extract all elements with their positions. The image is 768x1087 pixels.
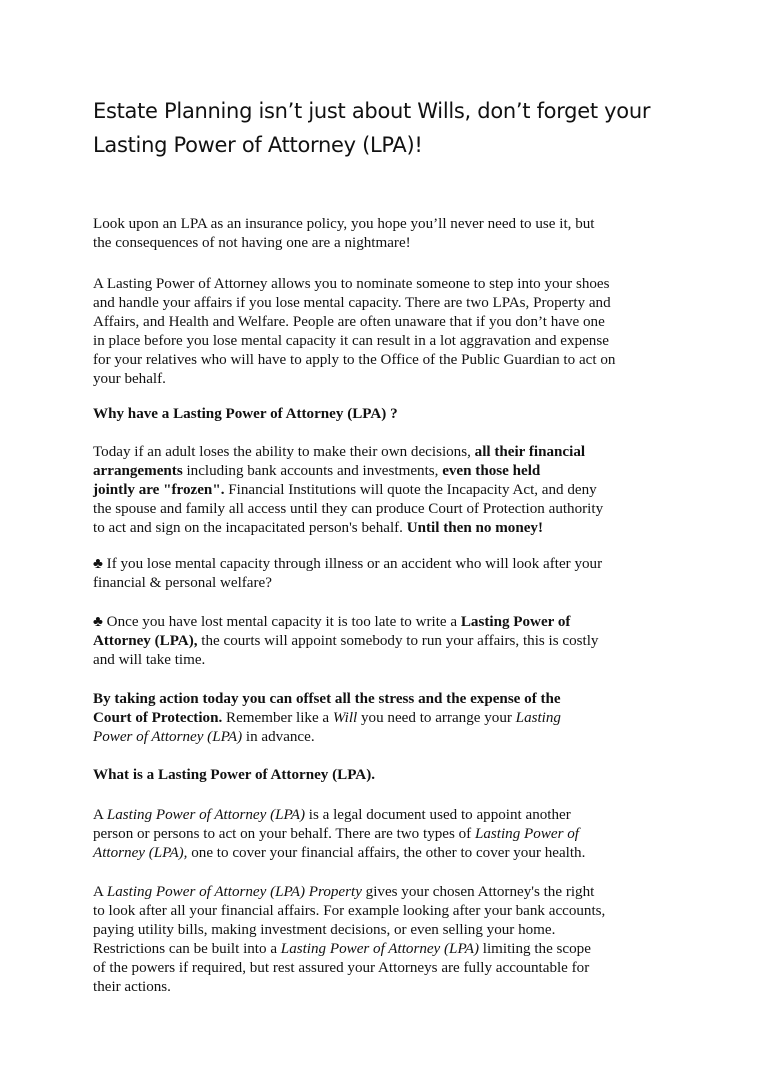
- italic-run: Lasting Power of Attorney (LPA): [106, 807, 306, 823]
- text-run: the spouse and family all access until they can produce Court of Protection authority: [93, 501, 604, 517]
- italic-run: Lasting Power of Attorney (LPA) Property: [106, 884, 362, 900]
- why-heading: [93, 405, 683, 424]
- intro-paragraph: [93, 215, 683, 253]
- italic-run: Power of Attorney (LPA): [93, 729, 243, 745]
- text-run: and will take time.: [93, 652, 206, 668]
- frozen-assets-paragraph: [93, 443, 683, 538]
- take-action-paragraph: [93, 690, 683, 747]
- italic-run: Lasting: [515, 710, 561, 726]
- text-run: including bank accounts and investments,: [182, 463, 443, 479]
- text-run: Remember like a: [222, 710, 333, 726]
- bullet-too-late: [93, 613, 683, 670]
- text-line: and handle your affairs if you lose mental capacity. There are two LPAs, Property and: [93, 295, 611, 311]
- text-run: gives your chosen Attorney's the right: [361, 884, 595, 900]
- text-run: to act and sign on the incapacitated person's behalf.: [93, 520, 407, 536]
- bold-run: even those held: [442, 463, 541, 479]
- italic-run: Attorney (LPA),: [93, 845, 188, 861]
- text-run: Today if an adult loses the ability to make their own decisions,: [93, 444, 475, 460]
- text-run: A: [93, 807, 107, 823]
- text-line: in place before you lose mental capacity it can result in a lot aggravation and expense: [93, 333, 609, 349]
- text-line: for your relatives who will have to apply to the Office of the Public Guardian to act on: [93, 352, 616, 368]
- text-run: is a legal document used to appoint another: [305, 807, 571, 823]
- text-line: A Lasting Power of Attorney allows you to nominate someone to step into your shoes: [93, 276, 610, 292]
- bold-run: Attorney (LPA),: [93, 633, 198, 649]
- text-run: person or persons to act on your behalf. There are two types of: [93, 826, 475, 842]
- text-run: Once you have lost mental capacity it is too late to write a: [102, 614, 461, 630]
- italic-run: Lasting Power of: [474, 826, 579, 842]
- text-run: paying utility bills, making investment decisions, or even selling your home.: [93, 922, 556, 938]
- text-run: A: [93, 884, 107, 900]
- title-line-2: Lasting Power of Attorney (LPA)!: [93, 133, 423, 157]
- why-heading-text: Why have a Lasting Power of Attorney (LPA) ?: [93, 406, 398, 422]
- text-run: Restrictions can be built into a: [93, 941, 281, 957]
- text-run: one to cover your financial affairs, the other to cover your health.: [187, 845, 586, 861]
- bullet-welfare: [93, 555, 683, 593]
- club-bullet-icon: ♣: [93, 556, 103, 572]
- lpa-definition-paragraph: [93, 806, 683, 863]
- bold-run: By taking action today you can offset all the stress and the expense of the: [93, 691, 561, 707]
- text-line: your behalf.: [93, 371, 166, 387]
- page-title: [93, 94, 733, 162]
- text-run: you need to arrange your: [357, 710, 516, 726]
- bold-run: jointly are "frozen".: [93, 482, 225, 498]
- bold-run: Until then no money!: [406, 520, 543, 536]
- intro-line: Look upon an LPA as an insurance policy, you hope you’ll never need to use it, but: [93, 216, 595, 232]
- text-run: their actions.: [93, 979, 171, 995]
- title-line-1: Estate Planning isn’t just about Wills, don’t forget your: [93, 99, 651, 123]
- text-line: Affairs, and Health and Welfare. People are often unaware that if you don’t have one: [93, 314, 605, 330]
- text-run: of the powers if required, but rest assured your Attorneys are fully accountable for: [93, 960, 590, 976]
- lpa-property-paragraph: [93, 883, 683, 997]
- text-run: limiting the scope: [478, 941, 591, 957]
- text-run: Financial Institutions will quote the Incapacity Act, and deny: [224, 482, 597, 498]
- text-run: in advance.: [242, 729, 315, 745]
- what-heading-text: What is a Lasting Power of Attorney (LPA).: [93, 767, 376, 783]
- italic-run: Will: [332, 710, 358, 726]
- bold-run: arrangements: [93, 463, 183, 479]
- intro-line: the consequences of not having one are a nightmare!: [93, 235, 411, 251]
- italic-run: Lasting Power of Attorney (LPA): [280, 941, 479, 957]
- text-run: financial & personal welfare?: [93, 575, 272, 591]
- bold-run: Court of Protection.: [93, 710, 223, 726]
- what-heading: [93, 766, 683, 785]
- club-bullet-icon: ♣: [93, 614, 103, 630]
- text-run: to look after all your financial affairs. For example looking after your bank accounts,: [93, 903, 606, 919]
- bold-run: all their financial: [474, 444, 586, 460]
- text-run: the courts will appoint somebody to run your affairs, this is costly: [197, 633, 599, 649]
- bold-run: Lasting Power of: [460, 614, 571, 630]
- lpa-description-paragraph: [93, 275, 683, 389]
- text-run: If you lose mental capacity through illness or an accident who will look after your: [102, 556, 603, 572]
